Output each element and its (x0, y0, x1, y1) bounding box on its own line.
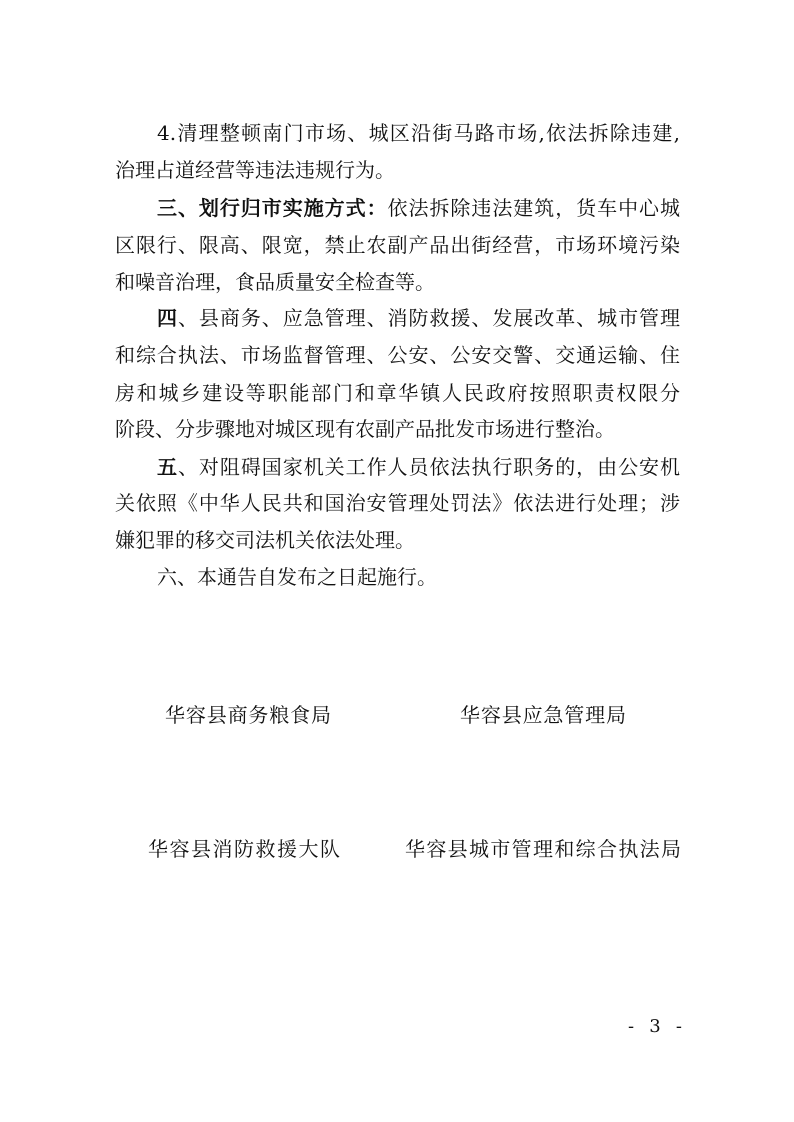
section-4-line-1 (157, 305, 680, 331)
signatory-commerce: 华容县商务粮食局 (165, 703, 331, 727)
section-4-line-4: 阶段、分步骤地对城区现有农副产品批发市场进行整治。 (115, 417, 615, 441)
signatory-emergency: 华容县应急管理局 (460, 703, 626, 727)
section-5-line-3: 嫌犯罪的移交司法机关依法处理。 (115, 528, 415, 552)
section-4-text: 、县商务、应急管理、消防救援、发展改革、城市管理 (177, 306, 681, 330)
section-5-heading: 五 (157, 455, 178, 479)
section-6-line-1: 六、本通告自发布之日起施行。 (157, 565, 437, 589)
section-4-line-2: 和综合执法、市场监督管理、公安、公安交警、交通运输、住 (115, 343, 680, 367)
para-4-line-1: 4.清理整顿南门市场、城区沿街马路市场,依法拆除违建, (157, 121, 680, 145)
page-number: - 3 - (628, 1016, 682, 1037)
section-3-line-2: 区限行、限高、限宽，禁止农副产品出街经营，市场环境污染 (115, 233, 680, 257)
section-5-text: 、对阻碍国家机关工作人员依法执行职务的，由公安机 (177, 455, 681, 479)
section-4-line-3: 房和城乡建设等职能部门和章华镇人民政府按照职责权限分 (115, 381, 680, 405)
section-3-line-3: 和噪音治理，食品质量安全检查等。 (115, 270, 435, 294)
para-4-line-2: 治理占道经营等违法违规行为。 (115, 158, 395, 182)
section-4-heading: 四 (157, 306, 178, 330)
section-3-line-1 (157, 195, 680, 221)
section-3-heading: 三、划行归市实施方式： (157, 196, 388, 220)
signatory-urban-management: 华容县城市管理和综合执法局 (405, 837, 681, 861)
section-5-line-1 (157, 454, 680, 480)
section-5-line-2: 关依照《中华人民共和国治安管理处罚法》依法进行处理；涉 (115, 491, 680, 515)
signatory-fire-rescue: 华容县消防救援大队 (148, 837, 340, 861)
section-3-text: 依法拆除违法建筑，货车中心城 (387, 196, 681, 220)
